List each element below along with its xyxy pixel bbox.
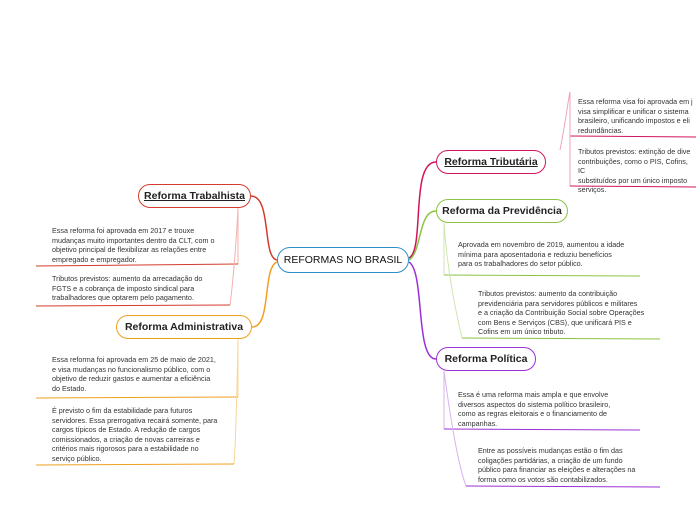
note-trabalhista-2[interactable]: Tributos previstos: aumento da arrecadação do FGTS e a cobrança de imposto sindical para trabalhadores que optarem pelo pagamento. (52, 274, 203, 303)
note-politica-1[interactable]: Essa é uma reforma mais ampla e que envolve diversos aspectos do sistema político brasileiro, como as regras eleitorais e o financiamento de campanhas. (458, 390, 611, 428)
link-trabalhista (251, 196, 277, 260)
note-tributaria-1[interactable]: Essa reforma visa foi aprovada em j visa simplificar e unificar o sistema brasileiro, unificando impostos e eli redundâncias. (578, 97, 693, 135)
note-administrativa-2[interactable]: É previsto o fim da estabilidade para futuros servidores. Essa prerrogativa recairá somente, para cargos típicos de Estado. A redução de cargos comissionados, a criação de novas carreiras e critérios mais rigorosos para a estabilidade no serviço público. (52, 406, 218, 463)
topic-reforma-administrativa[interactable]: Reforma Administrativa (116, 315, 252, 339)
topic-reforma-tributaria[interactable]: Reforma Tributária (436, 150, 546, 174)
topic-reforma-previdencia[interactable]: Reforma da Previdência (436, 199, 568, 223)
link-tributaria (409, 162, 436, 258)
topic-reforma-politica[interactable]: Reforma Política (436, 347, 536, 371)
note-trabalhista-1[interactable]: Essa reforma foi aprovada em 2017 e trouxe mudanças muito importantes dentro da CLT, com o objetivo principal de flexibilizar as relações entre empregado e empregador. (52, 226, 215, 264)
topic-reforma-trabalhista[interactable]: Reforma Trabalhista (138, 184, 251, 208)
link-politica (409, 262, 436, 359)
link-administrativa (252, 262, 277, 327)
note-administrativa-1[interactable]: Essa reforma foi aprovada em 25 de maio de 2021, e visa mudanças no funcionalismo público, com o objetivo de reduzir gastos e aumentar a eficiência do Estado. (52, 355, 216, 393)
note-politica-2[interactable]: Entre as possíveis mudanças estão o fim das coligações partidárias, a criação de um fundo público para financiar as eleições e alterações na forma como os votos são contabilizados. (478, 446, 636, 484)
note-previdencia-1[interactable]: Aprovada em novembro de 2019, aumentou a idade mínima para aposentadoria e reduziu benefícios para os trabalhadores do setor público. (458, 240, 625, 269)
note-previdencia-2[interactable]: Tributos previstos: aumento da contribuição previdenciária para servidores públicos e militares e a criação da Contribuição Social sobre Operações com Bens e Serviços (CBS), que unificará PIS e Cofins em um único tributo. (478, 289, 645, 337)
note-tributaria-2[interactable]: Tributos previstos: extinção de dive contribuições, como o PIS, Cofins, IC substituídos por um único imposto serviços. (578, 147, 691, 195)
central-topic[interactable]: REFORMAS NO BRASIL (277, 247, 409, 273)
